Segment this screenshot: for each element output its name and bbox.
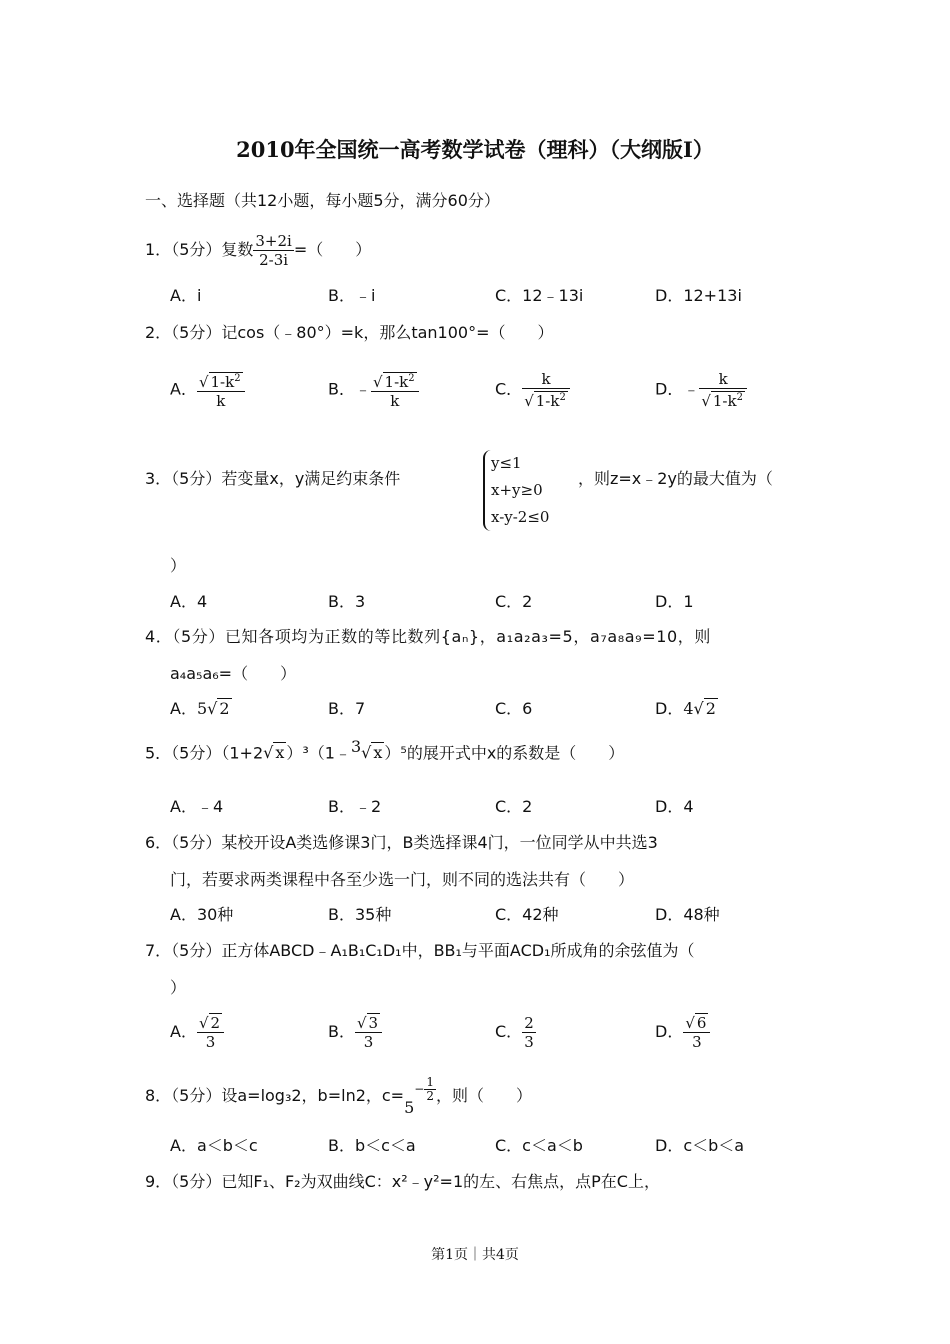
q7-option-a: A． $\frac{√ 2}{3}$ [170,1014,224,1051]
question-4-line1: 4．（5分）已知各项均为正数的等比数列{aₙ}，a₁a₂a₃=5，a₇a₈a₉=10，则 [145,627,711,646]
q4-option-b: B．7 [328,699,366,718]
question-9-line1: 9．（5分）已知F₁、F₂为双曲线C：x²﹣y²=1的左、右焦点，点P在C上， [145,1172,660,1191]
q7-option-c: C． $\frac{2}{3}$ [495,1014,534,1051]
question-2: 2．（5分）记cos（﹣80°）=k，那么tan100°=（ ） [145,323,554,342]
question-4-line2: a₄a₅a₆=（ ） [170,664,297,683]
q7-option-b: B． $\frac{√ 3}{3}$ [328,1014,382,1051]
q8-option-c: C．c＜a＜b [495,1136,583,1155]
q3-option-d: D．1 [655,592,694,611]
q4-option-a: A．5√ 2 [170,699,230,718]
q8-option-d: D．c＜b＜a [655,1136,745,1155]
q1-option-d: D．12+13i [655,286,742,305]
q4-option-c: C．6 [495,699,533,718]
question-1: 1．（5分）复数 $\frac{3+2i}{2-3i}$ =（ ） [145,232,372,269]
question-6-line2: 门，若要求两类课程中各至少选一门，则不同的选法共有（ ） [170,870,635,889]
question-6-line1: 6．（5分）某校开设A类选修课3门，B类选择课4门，一位同学从中共选3 [145,833,658,852]
question-3-text: 3．（5分）若变量x，y满足约束条件 [145,469,401,488]
q8-option-b: B．b＜c＜a [328,1136,416,1155]
q3-option-b: B．3 [328,592,366,611]
section-heading: 一、选择题（共12小题，每小题5分，满分60分） [145,191,500,210]
q6-option-c: C．42种 [495,905,559,924]
constraint-system: y≤1 x+y≥0 x-y-2≤0 [483,450,549,531]
q2-option-a: A． $\frac{√ 1-k^2}{k}$ [170,370,245,410]
q1-option-b: B．﹣i [328,286,376,305]
q5-option-a: A．﹣4 [170,797,224,816]
q2-option-b: B．﹣ $\frac{√ 1-k^2}{k}$ [328,370,419,410]
q8-option-a: A．a＜b＜c [170,1136,258,1155]
q3-option-c: C．2 [495,592,533,611]
question-7-line1: 7．（5分）正方体ABCD﹣A₁B₁C₁D₁中，BB₁与平面ACD₁所成角的余弦值为（ [145,941,695,960]
question-8: 8．（5分）设a=log₃2，b=ln2，c=5− $\frac{1}{2}$ ，则（ ） [145,1075,532,1117]
q6-option-b: B．35种 [328,905,392,924]
q2-option-c: C． $\frac{k}{√ 1-k^2}$ [495,370,570,410]
question-7-line2: ） [170,978,187,997]
q7-option-d: D． $\frac{√ 6}{3}$ [655,1014,710,1051]
q2-option-d: D．﹣ $\frac{k}{√ 1-k^2}$ [655,370,747,410]
question-3-tail: ，则z=x﹣2y的最大值为（ [578,469,773,488]
page-footer: 第1页｜共4页 [431,1247,519,1263]
fraction: $\frac{3+2i}{2-3i}$ [255,232,292,269]
q4-option-d: D．4√ 2 [655,699,716,718]
q6-option-d: D．48种 [655,905,720,924]
q5-option-c: C．2 [495,797,533,816]
question-3-close: ） [170,556,187,575]
q3-option-a: A．4 [170,592,208,611]
q1-option-c: C．12﹣13i [495,286,584,305]
q1-option-a: A．i [170,286,202,305]
q5-option-b: B．﹣2 [328,797,382,816]
question-5: 5．（5分）（1+2√ x ）³（1﹣$^3$√ x ）⁵的展开式中x的系数是（ ） [145,737,625,763]
q5-option-d: D．4 [655,797,694,816]
page-title: 2010年全国统一高考数学试卷（理科）（大纲版Ⅰ） [236,137,714,162]
q6-option-a: A．30种 [170,905,234,924]
